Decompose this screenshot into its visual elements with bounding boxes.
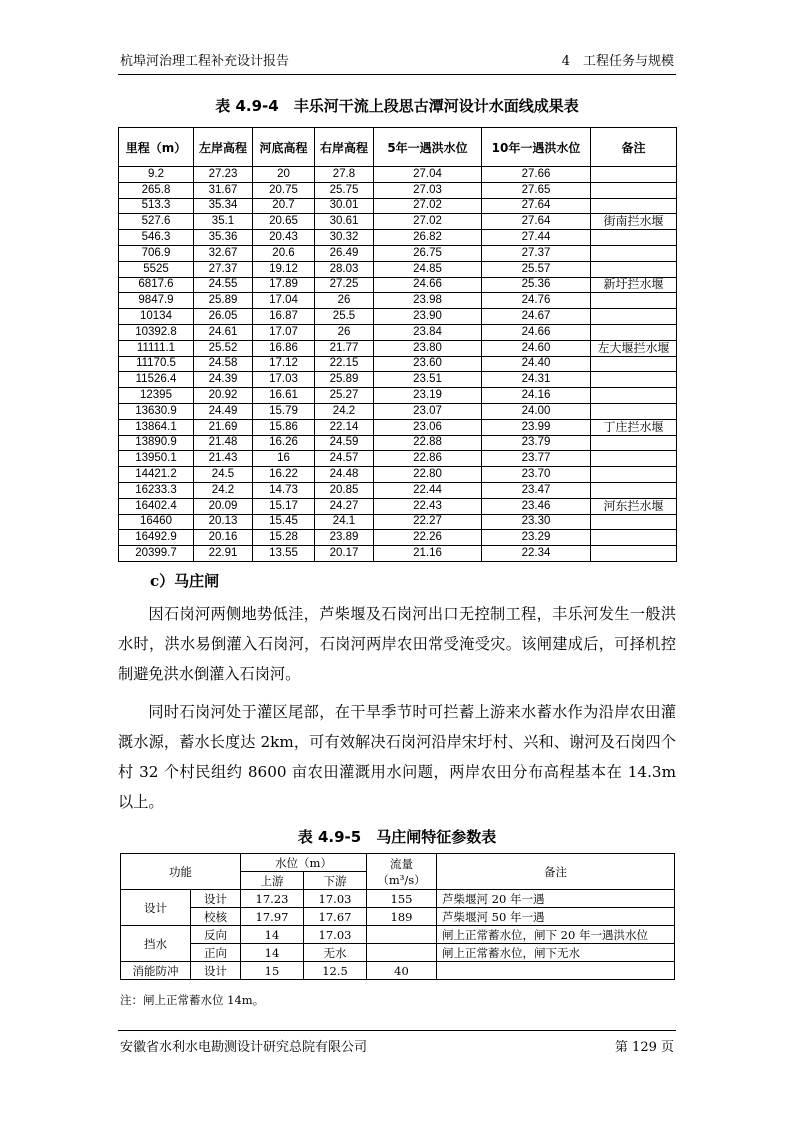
- left-bank-cell: 24.49: [194, 403, 253, 419]
- flood5-cell: 22.43: [374, 498, 482, 514]
- remarks-cell: [591, 198, 677, 214]
- left-bank-cell: 35.34: [194, 198, 253, 214]
- table-row: [119, 546, 677, 562]
- flood5-cell: 27.04: [374, 167, 482, 183]
- left-bank-cell: 20.92: [194, 388, 253, 404]
- note-cell: 芦柴堰河 50 年一遇: [437, 908, 675, 926]
- riverbed-cell: 20.75: [253, 182, 315, 198]
- left-bank-cell: 20.09: [194, 498, 253, 514]
- mileage-cell: 9847.9: [119, 293, 194, 309]
- flood5-cell: 24.85: [374, 261, 482, 277]
- flow-cell: [367, 926, 437, 944]
- remarks-cell: [591, 245, 677, 261]
- table-row: [121, 944, 675, 962]
- flood5-cell: 23.98: [374, 293, 482, 309]
- section-title: c）马庄闸: [150, 572, 220, 590]
- left-bank-cell: 21.43: [194, 451, 253, 467]
- sluice-parameter-table: [120, 853, 675, 980]
- mileage-cell: 11111.1: [119, 340, 194, 356]
- remarks-cell: [591, 388, 677, 404]
- flood10-cell: 24.00: [482, 403, 591, 419]
- flood5-cell: 26.75: [374, 245, 482, 261]
- flood5-cell: 22.27: [374, 514, 482, 530]
- right-bank-cell: 26.49: [315, 245, 374, 261]
- flood10-cell: 24.76: [482, 293, 591, 309]
- riverbed-cell: 16: [253, 451, 315, 467]
- mileage-cell: 9.2: [119, 167, 194, 183]
- right-bank-cell: 24.48: [315, 467, 374, 483]
- flow-cell: 40: [367, 962, 437, 980]
- riverbed-cell: 13.55: [253, 546, 315, 562]
- riverbed-cell: 17.12: [253, 356, 315, 372]
- table-row: [119, 514, 677, 530]
- flood10-cell: 24.60: [482, 340, 591, 356]
- riverbed-cell: 16.86: [253, 340, 315, 356]
- table1-body: [119, 167, 677, 562]
- riverbed-cell: 15.45: [253, 514, 315, 530]
- group-cell: 挡水: [121, 926, 191, 962]
- left-bank-cell: 20.13: [194, 514, 253, 530]
- mileage-cell: 14421.2: [119, 467, 194, 483]
- riverbed-cell: 16.61: [253, 388, 315, 404]
- left-bank-cell: 31.67: [194, 182, 253, 198]
- table-row: [119, 245, 677, 261]
- mileage-cell: 20399.7: [119, 546, 194, 562]
- table-row: [119, 482, 677, 498]
- left-bank-cell: 27.37: [194, 261, 253, 277]
- mileage-cell: 13950.1: [119, 451, 194, 467]
- flood5-cell: 22.44: [374, 482, 482, 498]
- mileage-cell: 513.3: [119, 198, 194, 214]
- col-10yr-flood: 10年一遇洪水位: [482, 128, 591, 167]
- mileage-cell: 5525: [119, 261, 194, 277]
- note-cell: 闸上正常蓄水位，闸下 20 年一遇洪水位: [437, 926, 675, 944]
- flood10-cell: 23.30: [482, 514, 591, 530]
- flood10-cell: 27.65: [482, 182, 591, 198]
- h-flow-label: 流量: [390, 856, 413, 871]
- remarks-cell: [591, 514, 677, 530]
- flood10-cell: 22.34: [482, 546, 591, 562]
- header-rule: [118, 74, 676, 75]
- flood10-cell: 23.46: [482, 498, 591, 514]
- table-row: [119, 214, 677, 230]
- h-upstream: 上游: [241, 872, 304, 890]
- h-function: 功能: [121, 854, 241, 890]
- flood10-cell: 24.31: [482, 372, 591, 388]
- table-row: [119, 419, 677, 435]
- remarks-cell: [591, 467, 677, 483]
- riverbed-cell: 16.22: [253, 467, 315, 483]
- flood5-cell: 23.84: [374, 324, 482, 340]
- right-bank-cell: 30.61: [315, 214, 374, 230]
- right-bank-cell: 24.1: [315, 514, 374, 530]
- riverbed-cell: 17.89: [253, 277, 315, 293]
- mileage-cell: 16233.3: [119, 482, 194, 498]
- mileage-cell: 13890.9: [119, 435, 194, 451]
- flood5-cell: 23.90: [374, 309, 482, 325]
- riverbed-cell: 17.04: [253, 293, 315, 309]
- flood5-cell: 23.60: [374, 356, 482, 372]
- flood10-cell: 23.29: [482, 530, 591, 546]
- flood5-cell: 22.86: [374, 451, 482, 467]
- mileage-cell: 6817.6: [119, 277, 194, 293]
- remarks-cell: 左大堰拦水堰: [591, 340, 677, 356]
- left-bank-cell: 24.5: [194, 467, 253, 483]
- table-row: [119, 530, 677, 546]
- remarks-cell: [591, 230, 677, 246]
- sub-cell: 设计: [191, 962, 241, 980]
- remarks-cell: [591, 435, 677, 451]
- right-bank-cell: 27.25: [315, 277, 374, 293]
- table-row: [119, 230, 677, 246]
- table-row: [119, 167, 677, 183]
- mileage-cell: 12395: [119, 388, 194, 404]
- table-row: [119, 309, 677, 325]
- table-row: [121, 926, 675, 944]
- table-row: [121, 962, 675, 980]
- table-row: [119, 435, 677, 451]
- flood10-cell: 27.66: [482, 167, 591, 183]
- remarks-cell: [591, 403, 677, 419]
- right-bank-cell: 25.5: [315, 309, 374, 325]
- riverbed-cell: 14.73: [253, 482, 315, 498]
- flood5-cell: 27.03: [374, 182, 482, 198]
- left-bank-cell: 24.39: [194, 372, 253, 388]
- running-header-left: 杭埠河治理工程补充设计报告: [120, 54, 290, 69]
- col-riverbed: 河底高程: [253, 128, 315, 167]
- right-bank-cell: 22.15: [315, 356, 374, 372]
- upstream-cell: 17.97: [241, 908, 304, 926]
- footer-rule: [118, 1030, 676, 1031]
- right-bank-cell: 30.32: [315, 230, 374, 246]
- table-row: [119, 388, 677, 404]
- upstream-cell: 14: [241, 926, 304, 944]
- upstream-cell: 14: [241, 944, 304, 962]
- riverbed-cell: 20.7: [253, 198, 315, 214]
- left-bank-cell: 24.2: [194, 482, 253, 498]
- flood10-cell: 24.40: [482, 356, 591, 372]
- mileage-cell: 265.8: [119, 182, 194, 198]
- flood5-cell: 27.02: [374, 214, 482, 230]
- remarks-cell: 新圩拦水堰: [591, 277, 677, 293]
- downstream-cell: 无水: [304, 944, 367, 962]
- flow-cell: 189: [367, 908, 437, 926]
- flood10-cell: 27.37: [482, 245, 591, 261]
- table1-header-row: [119, 128, 677, 167]
- flood10-cell: 23.79: [482, 435, 591, 451]
- col-right-bank: 右岸高程: [315, 128, 374, 167]
- right-bank-cell: 21.77: [315, 340, 374, 356]
- remarks-cell: [591, 530, 677, 546]
- table-row: [119, 198, 677, 214]
- right-bank-cell: 26: [315, 324, 374, 340]
- col-mileage: 里程（m）: [119, 128, 194, 167]
- mileage-cell: 706.9: [119, 245, 194, 261]
- right-bank-cell: 26: [315, 293, 374, 309]
- right-bank-cell: 24.57: [315, 451, 374, 467]
- group-cell: 消能防冲: [121, 962, 191, 980]
- h-water-level: 水位（m）: [241, 854, 367, 872]
- flow-cell: [367, 944, 437, 962]
- table2-footnote: 注：闸上正常蓄水位 14m。: [120, 993, 265, 1007]
- left-bank-cell: 25.89: [194, 293, 253, 309]
- riverbed-cell: 20.6: [253, 245, 315, 261]
- sub-cell: 校核: [191, 908, 241, 926]
- flood5-cell: 21.16: [374, 546, 482, 562]
- riverbed-cell: 15.79: [253, 403, 315, 419]
- flood10-cell: 23.99: [482, 419, 591, 435]
- remarks-cell: [591, 261, 677, 277]
- right-bank-cell: 20.85: [315, 482, 374, 498]
- table-row: [119, 403, 677, 419]
- riverbed-cell: 15.28: [253, 530, 315, 546]
- flood5-cell: 27.02: [374, 198, 482, 214]
- flood5-cell: 23.51: [374, 372, 482, 388]
- right-bank-cell: 22.14: [315, 419, 374, 435]
- flood10-cell: 24.16: [482, 388, 591, 404]
- remarks-cell: [591, 372, 677, 388]
- mileage-cell: 527.6: [119, 214, 194, 230]
- right-bank-cell: 28.03: [315, 261, 374, 277]
- left-bank-cell: 32.67: [194, 245, 253, 261]
- table-row: [121, 908, 675, 926]
- upstream-cell: 15: [241, 962, 304, 980]
- flood5-cell: 22.88: [374, 435, 482, 451]
- h-flow: [367, 854, 437, 890]
- remarks-cell: [591, 182, 677, 198]
- table-row: [119, 293, 677, 309]
- remarks-cell: [591, 451, 677, 467]
- flood5-cell: 23.80: [374, 340, 482, 356]
- flood10-cell: 27.64: [482, 214, 591, 230]
- right-bank-cell: 24.2: [315, 403, 374, 419]
- sub-cell: 正向: [191, 944, 241, 962]
- remarks-cell: [591, 546, 677, 562]
- flood10-cell: 24.67: [482, 309, 591, 325]
- mileage-cell: 16460: [119, 514, 194, 530]
- remarks-cell: [591, 167, 677, 183]
- h-note: 备注: [437, 854, 675, 890]
- h-downstream: 下游: [304, 872, 367, 890]
- flood10-cell: 23.47: [482, 482, 591, 498]
- mileage-cell: 13864.1: [119, 419, 194, 435]
- downstream-cell: 17.03: [304, 926, 367, 944]
- riverbed-cell: 15.86: [253, 419, 315, 435]
- page-number: 第 129 页: [614, 1040, 674, 1055]
- flow-cell: 155: [367, 890, 437, 908]
- left-bank-cell: 24.61: [194, 324, 253, 340]
- water-level-table: [118, 127, 677, 562]
- mileage-cell: 10134: [119, 309, 194, 325]
- left-bank-cell: 35.1: [194, 214, 253, 230]
- mileage-cell: 11170.5: [119, 356, 194, 372]
- mileage-cell: 546.3: [119, 230, 194, 246]
- riverbed-cell: 20.43: [253, 230, 315, 246]
- sub-cell: 反向: [191, 926, 241, 944]
- mileage-cell: 11526.4: [119, 372, 194, 388]
- downstream-cell: 17.67: [304, 908, 367, 926]
- paragraph: 因石岗河两侧地势低洼，芦柴堰及石岗河出口无控制工程，丰乐河发生一般洪水时，洪水易倒灌入石岗河，石岗河两岸农田常受淹受灾。该闸建成后，可择机控制避免洪水倒灌入石岗河。: [118, 605, 676, 683]
- mileage-cell: 16492.9: [119, 530, 194, 546]
- riverbed-cell: 15.17: [253, 498, 315, 514]
- table-row: [119, 324, 677, 340]
- remarks-cell: 河东拦水堰: [591, 498, 677, 514]
- flood5-cell: 23.07: [374, 403, 482, 419]
- right-bank-cell: 24.27: [315, 498, 374, 514]
- left-bank-cell: 22.91: [194, 546, 253, 562]
- flood5-cell: 26.82: [374, 230, 482, 246]
- flood10-cell: 23.70: [482, 467, 591, 483]
- table1-caption: 表 4.9-4 丰乐河干流上段思古潭河设计水面线成果表: [215, 97, 579, 115]
- remarks-cell: [591, 482, 677, 498]
- table2-caption: 表 4.9-5 马庄闸特征参数表: [297, 828, 497, 846]
- downstream-cell: 12.5: [304, 962, 367, 980]
- flood10-cell: 25.57: [482, 261, 591, 277]
- mileage-cell: 16402.4: [119, 498, 194, 514]
- left-bank-cell: 21.48: [194, 435, 253, 451]
- flood10-cell: 23.77: [482, 451, 591, 467]
- riverbed-cell: 17.07: [253, 324, 315, 340]
- riverbed-cell: 20.65: [253, 214, 315, 230]
- footer-left: 安徽省水利水电勘测设计研究总院有限公司: [120, 1040, 368, 1055]
- left-bank-cell: 27.23: [194, 167, 253, 183]
- remarks-cell: [591, 324, 677, 340]
- table-row: [119, 356, 677, 372]
- table-row: [119, 261, 677, 277]
- remarks-cell: [591, 356, 677, 372]
- col-5yr-flood: 5年一遇洪水位: [374, 128, 482, 167]
- note-cell: 闸上正常蓄水位，闸下无水: [437, 944, 675, 962]
- remarks-cell: 街南拦水堰: [591, 214, 677, 230]
- flood10-cell: 27.64: [482, 198, 591, 214]
- flood10-cell: 25.36: [482, 277, 591, 293]
- riverbed-cell: 16.26: [253, 435, 315, 451]
- table-row: [119, 451, 677, 467]
- right-bank-cell: 25.75: [315, 182, 374, 198]
- remarks-cell: [591, 309, 677, 325]
- table-row: [119, 372, 677, 388]
- paragraph: 同时石岗河处于灌区尾部，在干旱季节时可拦蓄上游来水蓄水作为沿岸农田灌溉水源，蓄水长度达 2km，可有效解决石岗河沿岸宋圩村、兴和、谢河及石岗四个村 32 个村民组约 8600 亩农田灌溉用水问题，两岸农田分布高程基本在 14.3m 以上。: [118, 703, 676, 811]
- left-bank-cell: 26.05: [194, 309, 253, 325]
- left-bank-cell: 35.36: [194, 230, 253, 246]
- h-flow-unit: （m³/s）: [377, 872, 426, 887]
- col-remarks: 备注: [591, 128, 677, 167]
- table-row: [119, 340, 677, 356]
- table-row: [119, 277, 677, 293]
- flood5-cell: 23.06: [374, 419, 482, 435]
- table-row: [119, 498, 677, 514]
- right-bank-cell: 24.59: [315, 435, 374, 451]
- upstream-cell: 17.23: [241, 890, 304, 908]
- mileage-cell: 13630.9: [119, 403, 194, 419]
- note-cell: 芦柴堰河 20 年一遇: [437, 890, 675, 908]
- flood10-cell: 24.66: [482, 324, 591, 340]
- left-bank-cell: 25.52: [194, 340, 253, 356]
- group-cell: 设计: [121, 890, 191, 926]
- right-bank-cell: 25.89: [315, 372, 374, 388]
- flood10-cell: 27.44: [482, 230, 591, 246]
- right-bank-cell: 27.8: [315, 167, 374, 183]
- flood5-cell: 22.80: [374, 467, 482, 483]
- table-row: [119, 182, 677, 198]
- downstream-cell: 17.03: [304, 890, 367, 908]
- right-bank-cell: 20.17: [315, 546, 374, 562]
- flood5-cell: 24.66: [374, 277, 482, 293]
- right-bank-cell: 23.89: [315, 530, 374, 546]
- sub-cell: 设计: [191, 890, 241, 908]
- left-bank-cell: 24.58: [194, 356, 253, 372]
- col-left-bank: 左岸高程: [194, 128, 253, 167]
- left-bank-cell: 21.69: [194, 419, 253, 435]
- flood5-cell: 23.19: [374, 388, 482, 404]
- right-bank-cell: 25.27: [315, 388, 374, 404]
- flood5-cell: 22.26: [374, 530, 482, 546]
- table-row: [119, 467, 677, 483]
- remarks-cell: [591, 293, 677, 309]
- riverbed-cell: 17.03: [253, 372, 315, 388]
- remarks-cell: 丁庄拦水堰: [591, 419, 677, 435]
- table-row: [121, 890, 675, 908]
- left-bank-cell: 20.16: [194, 530, 253, 546]
- riverbed-cell: 19.12: [253, 261, 315, 277]
- left-bank-cell: 24.55: [194, 277, 253, 293]
- right-bank-cell: 30.01: [315, 198, 374, 214]
- note-cell: [437, 962, 675, 980]
- riverbed-cell: 20: [253, 167, 315, 183]
- running-header-right: 4 工程任务与规模: [561, 54, 674, 69]
- mileage-cell: 10392.8: [119, 324, 194, 340]
- riverbed-cell: 16.87: [253, 309, 315, 325]
